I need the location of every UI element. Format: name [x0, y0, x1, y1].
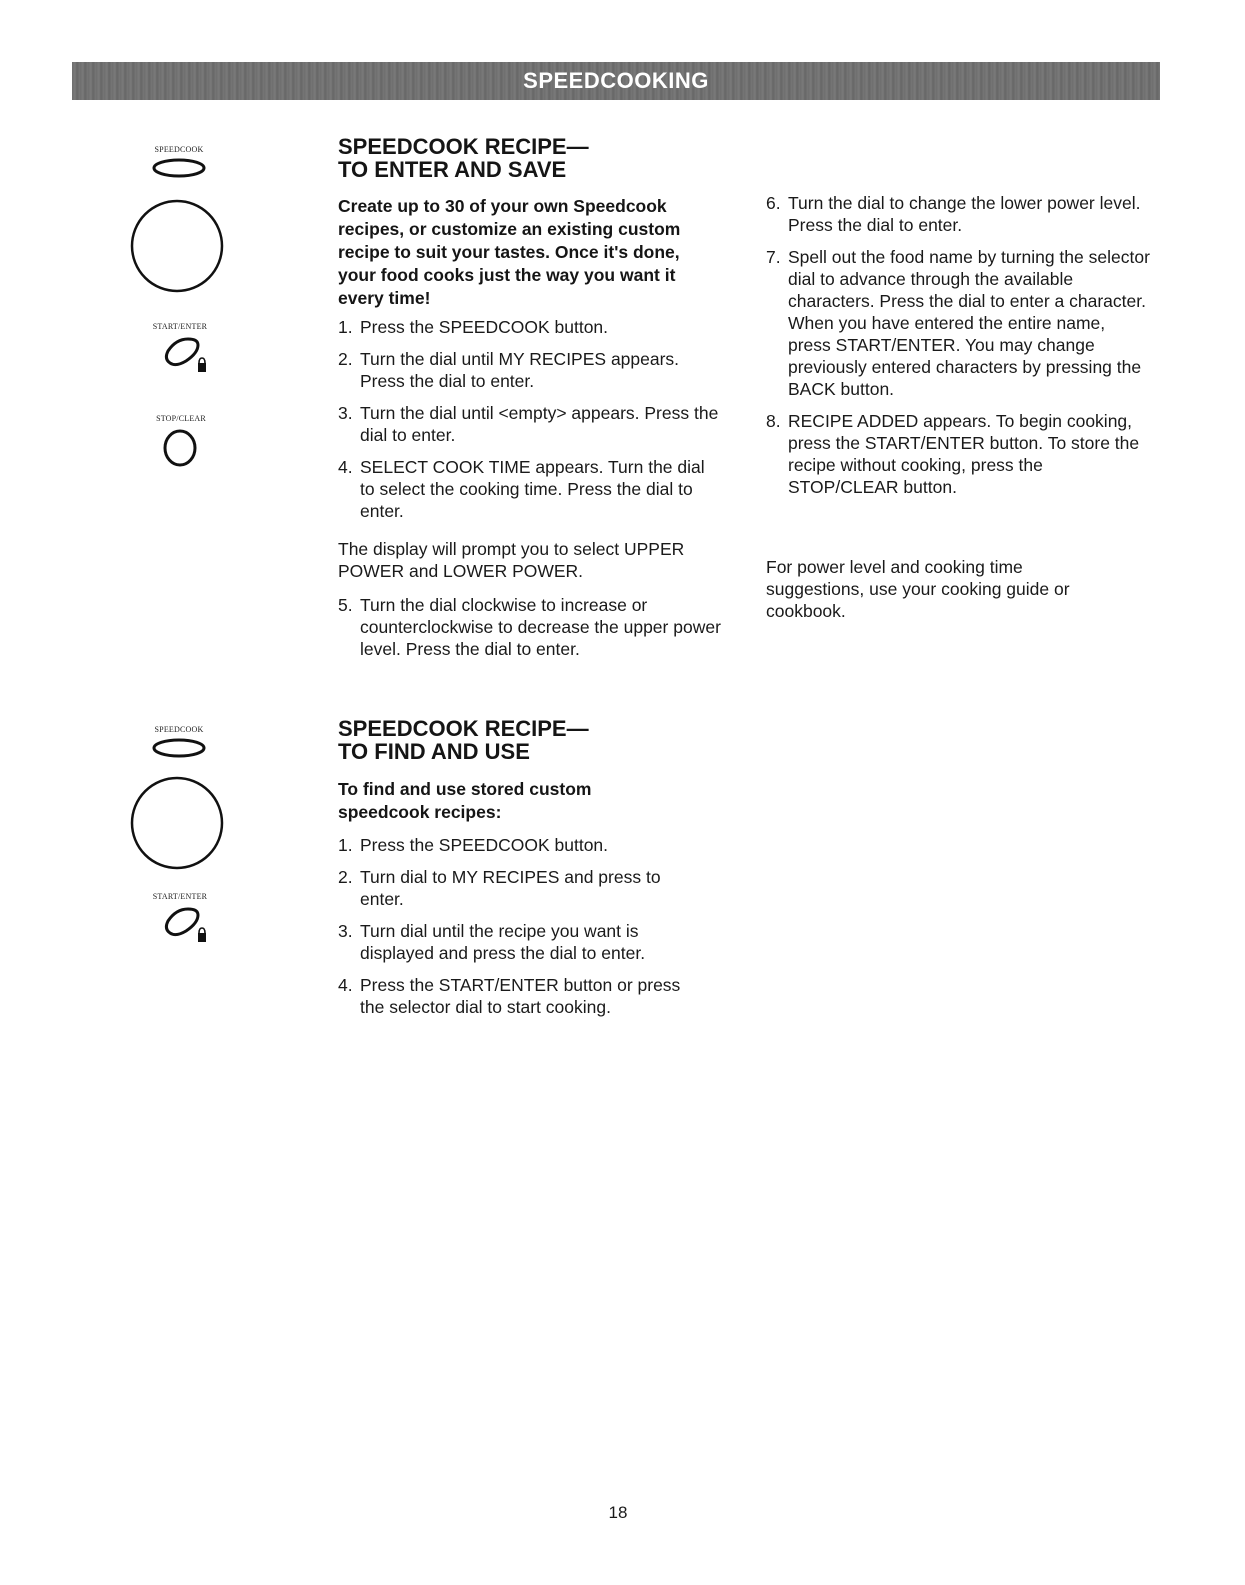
list-item: [338, 402, 722, 446]
step-number: 1.: [338, 317, 353, 337]
step-number: 4.: [338, 457, 353, 477]
list-item: [338, 316, 722, 338]
step-number: 4.: [338, 975, 353, 995]
selector-dial-icon: [129, 775, 225, 871]
page-number: 18: [608, 1503, 628, 1522]
list-item: [338, 866, 702, 910]
section2-heading-line1: SPEEDCOOK RECIPE—: [338, 716, 589, 741]
start-enter-button-icon: [164, 335, 210, 375]
step-number: 1.: [338, 835, 353, 855]
list-item: [338, 594, 722, 660]
step-text: Turn the dial until MY RECIPES appears. Press the dial to enter.: [360, 349, 680, 391]
speedcook-label: SPEEDCOOK: [154, 145, 204, 154]
start-enter-label-2: START/ENTER: [152, 892, 208, 901]
section1-heading-line2: TO ENTER AND SAVE: [338, 157, 567, 182]
speedcook-button-icon: [151, 737, 207, 759]
step-text: Turn the dial to change the lower power level. Press the dial to enter.: [788, 193, 1141, 235]
list-item: [338, 920, 702, 964]
step-text: Press the START/ENTER button or press the selector dial to start cooking.: [360, 975, 681, 1017]
step-text: SELECT COOK TIME appears. Turn the dial to select the cooking time. Press the dial to enter.: [360, 457, 705, 521]
section1-heading-line1: SPEEDCOOK RECIPE—: [338, 134, 589, 159]
section1-heading: [338, 135, 589, 181]
list-item: [766, 410, 1150, 498]
section2-heading: [338, 717, 589, 763]
step-number: 8.: [766, 411, 781, 431]
step-text: Spell out the food name by turning the selector dial to advance through the available characters. Press the dial to enter a character. When you have entered the entire name, press START/ENTER. You may change previously entered characters by pressing the BACK button.: [788, 247, 1150, 399]
banner-title: SPEEDCOOKING: [523, 68, 709, 93]
list-item: [766, 192, 1150, 236]
list-item: [338, 456, 722, 522]
list-item: [766, 246, 1150, 400]
step-number: 3.: [338, 921, 353, 941]
speedcook-label-2: SPEEDCOOK: [154, 725, 204, 734]
section1-footer-note: For power level and cooking time suggestions, use your cooking guide or cookbook.: [766, 557, 1070, 621]
step-text: Press the SPEEDCOOK button.: [360, 317, 609, 337]
step-text: Turn dial to MY RECIPES and press to enter.: [360, 867, 661, 909]
step-number: 3.: [338, 403, 353, 423]
selector-dial-icon: [129, 198, 225, 294]
step-number: 2.: [338, 349, 353, 369]
start-enter-button-icon: [164, 905, 210, 945]
step-text: RECIPE ADDED appears. To begin cooking, press the START/ENTER button. To store the recipe without cooking, press the STOP/CLEAR button.: [788, 411, 1140, 497]
stop-clear-label: STOP/CLEAR: [156, 414, 206, 423]
speedcook-button-icon: [151, 157, 207, 179]
section1-steps-b: [338, 594, 722, 670]
section1-note: The display will prompt you to select UPPER POWER and LOWER POWER.: [338, 539, 685, 581]
step-number: 7.: [766, 247, 781, 267]
step-number: 6.: [766, 193, 781, 213]
section1-intro: Create up to 30 of your own Speedcook recipes, or customize an existing custom recipe to suit your tastes. Once it's done, your food cooks just the way you want it every time!: [338, 196, 681, 308]
section-banner: [72, 62, 1160, 100]
step-text: Turn dial until the recipe you want is displayed and press the dial to enter.: [360, 921, 646, 963]
step-number: 5.: [338, 595, 353, 615]
section1-steps-a: [338, 316, 722, 532]
section2-steps: [338, 834, 702, 1028]
stop-clear-button-icon: [162, 427, 198, 469]
step-text: Turn the dial until <empty> appears. Press the dial to enter.: [360, 403, 719, 445]
step-number: 2.: [338, 867, 353, 887]
step-text: Turn the dial clockwise to increase or counterclockwise to decrease the upper power level. Press the dial to enter.: [360, 595, 721, 659]
start-enter-label: START/ENTER: [152, 322, 208, 331]
list-item: [338, 348, 722, 392]
step-text: Press the SPEEDCOOK button.: [360, 835, 609, 855]
section1-steps-c: [766, 192, 1150, 508]
section2-heading-line2: TO FIND AND USE: [338, 739, 530, 764]
section2-intro: To find and use stored custom speedcook recipes:: [338, 779, 592, 822]
list-item: [338, 834, 702, 856]
list-item: [338, 974, 702, 1018]
